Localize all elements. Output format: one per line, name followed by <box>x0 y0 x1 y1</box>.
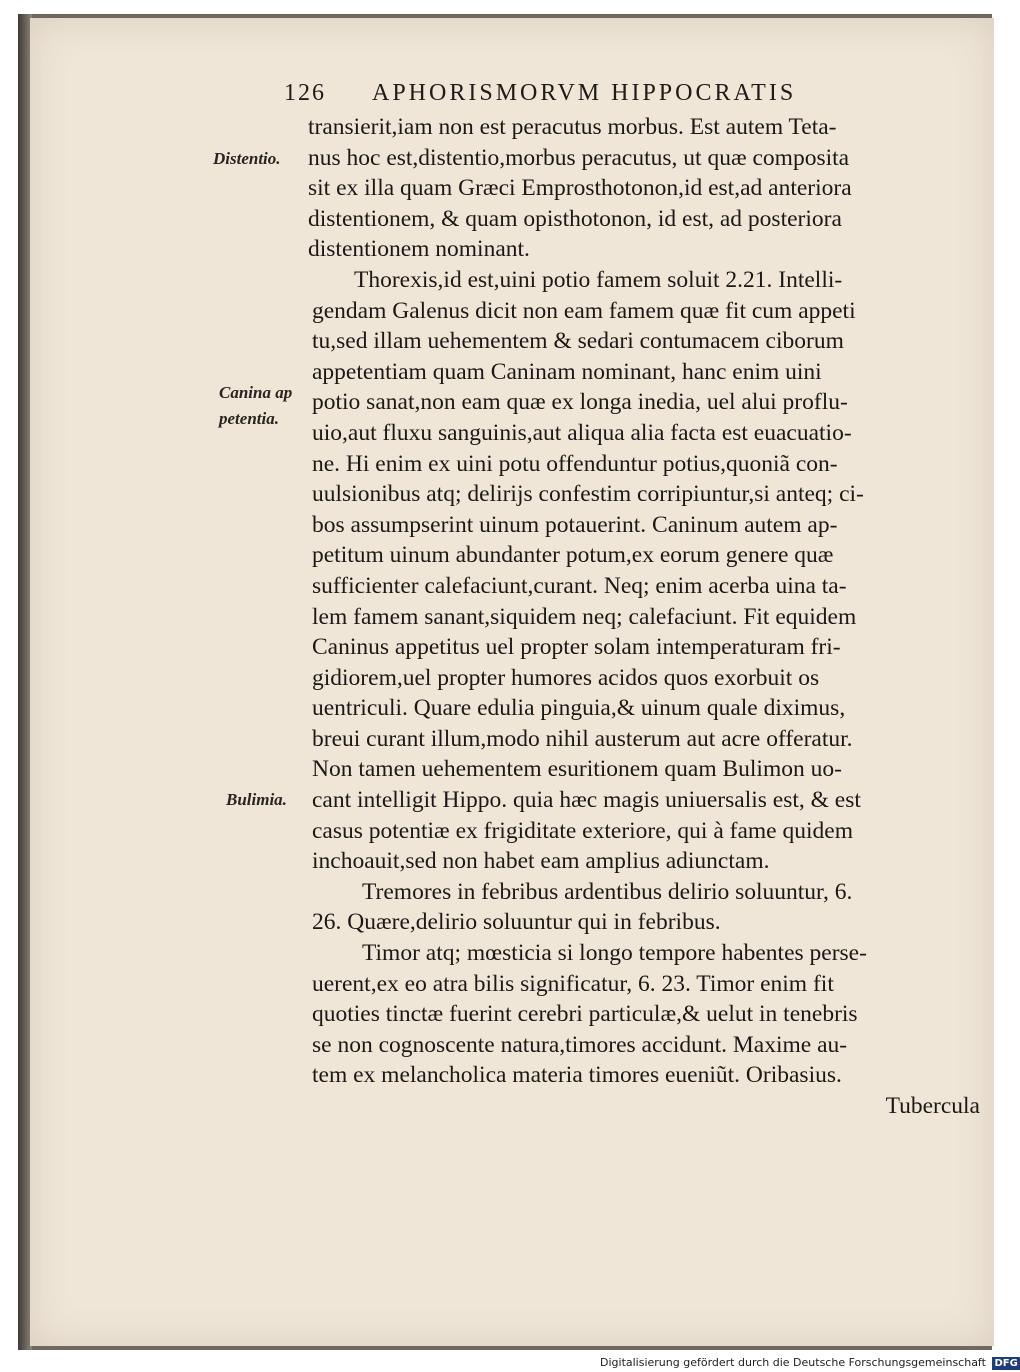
text-line: distentionem nominant. <box>308 236 530 263</box>
text-line: quoties tinctæ fuerint cerebri particulæ,& uelut in tenebris <box>312 1001 858 1028</box>
text-line: inchoauit,sed non habet eam amplius adiunctam. <box>312 848 770 875</box>
text-line: appetentiam quam Caninam nominant, hanc enim uini <box>312 358 822 385</box>
text-line: Tremores in febribus ardentibus delirio soluuntur, 6. <box>362 878 853 905</box>
dfg-logo: DFG <box>994 1357 1018 1369</box>
text-line: distentionem, & quam opisthotonon, id est, ad posteriora <box>308 205 842 232</box>
text-line: sit ex illa quam Græci Emprosthotonon,id est,ad anteriora <box>308 175 852 202</box>
text-line: cant intelligit Hippo. quia hæc magis uniuersalis est, & est <box>312 787 861 814</box>
text-line: Thorexis,id est,uini potio famem soluit 2.21. Intelli- <box>354 266 843 293</box>
catchword: Tubercula <box>885 1093 980 1119</box>
text-line: casus potentiæ ex frigiditate exteriore, qui à fame quidem <box>312 817 853 844</box>
text-line: se non cognoscente natura,timores accidunt. Maxime au- <box>312 1031 848 1058</box>
text-line: 26. Quære,delirio soluuntur qui in febribus. <box>312 909 721 936</box>
text-line: bos assumpserint uinum potauerint. Caninum autem ap- <box>312 511 838 538</box>
text-line: nus hoc est,distentio,morbus peracutus, ut quæ composita <box>308 144 850 171</box>
text-line: Caninus appetitus uel propter solam intemperaturam fri- <box>312 634 841 661</box>
marginal-note-bulimia: Bulimia. <box>226 790 287 809</box>
marginal-note-canina-line-1: Canina ap <box>219 383 293 402</box>
running-head <box>0 80 1000 114</box>
text-line: uulsionibus atq; delirijs confestim corripiuntur,si anteq; ci- <box>312 481 864 508</box>
marginal-note-distentio: Distentio. <box>213 149 281 168</box>
text-line: tem ex melancholica materia timores eueniũt. Oribasius. <box>312 1062 842 1089</box>
text-line: transierit,iam non est peracutus morbus. Est autem Teta- <box>308 114 837 140</box>
text-line: gendam Galenus dicit non eam famem quæ fit cum appeti <box>312 297 856 324</box>
footer-text: Digitalisierung gefördert durch die Deutsche Forschungsgemeinschaft <box>600 1356 986 1369</box>
running-title: APHORISMORVM HIPPOCRATIS <box>372 80 797 106</box>
marginal-note-canina-line-2: petentia. <box>219 409 279 428</box>
text-line: breui curant illum,modo nihil austerum aut acre offeratur. <box>312 725 853 752</box>
text-line: lem famem sanant,siquidem neq; calefaciunt. Fit equidem <box>312 603 857 630</box>
text-line: uentriculi. Quare edulia pinguia,& uinum quale diximus, <box>312 695 846 722</box>
text-line: petitum uinum abundanter potum,ex eorum genere quæ <box>312 542 834 569</box>
text-line: Non tamen uehementem esuritionem quam Bulimon uo- <box>312 756 842 783</box>
main-text <box>268 112 980 1122</box>
text-line: tu,sed illam uehementem & sedari contumacem ciborum <box>312 328 844 355</box>
text-line: gidiorem,uel propter humores acidos quos exorbuit os <box>312 664 820 691</box>
text-line: Timor atq; mœsticia si longo tempore habentes perse- <box>362 940 867 967</box>
text-line: uerent,ex eo atra bilis significatur, 6. 23. Timor enim fit <box>312 970 834 997</box>
text-line: potio sanat,non eam quæ ex longa inedia, uel alui proflu- <box>312 389 848 416</box>
page-number: 126 <box>284 80 326 106</box>
text-line: uio,aut fluxu sanguinis,aut aliqua alia facta est euacuatio- <box>312 419 852 446</box>
text-line: ne. Hi enim ex uini potu offenduntur potius,quoniã con- <box>312 450 838 477</box>
text-line: sufficienter calefaciunt,curant. Neq; enim acerba uina ta- <box>312 572 847 599</box>
funding-footer <box>600 1354 1018 1372</box>
